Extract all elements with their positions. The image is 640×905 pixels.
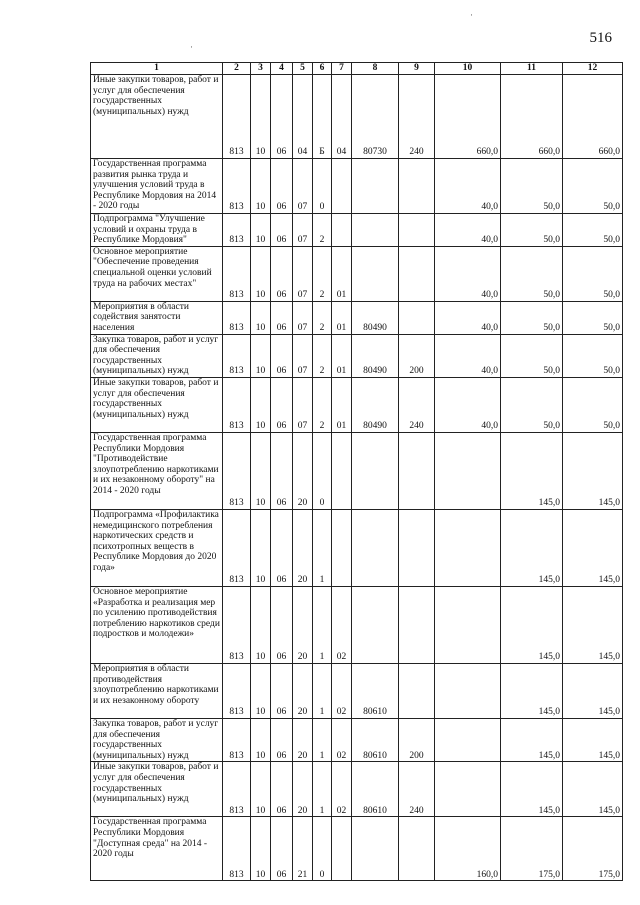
cell-col-3: 10 xyxy=(251,586,271,663)
table-row xyxy=(91,301,623,334)
table-header-row xyxy=(91,63,623,75)
cell-col-3: 10 xyxy=(251,718,271,761)
cell-col-10 xyxy=(435,432,501,509)
table-body xyxy=(91,75,623,881)
cell-col-5: 20 xyxy=(293,762,313,817)
cell-col-3: 10 xyxy=(251,762,271,817)
row-name: Иные закупки товаров, работ и услуг для обеспечения государственных (муниципальных) нужд xyxy=(93,75,219,117)
row-name: Подпрограмма «Профилактика немедицинского потребления наркотических средств и психотропных веществ в Республике Мордовия до 2020 года» xyxy=(93,509,219,573)
cell-col-7: 04 xyxy=(332,75,352,159)
cell-col-2: 813 xyxy=(223,663,251,718)
row-name: Иные закупки товаров, работ и услуг для обеспечения государственных (муниципальных) нужд xyxy=(93,762,219,805)
cell-col-12: 50,0 xyxy=(563,246,623,301)
cell-col-4: 06 xyxy=(271,159,293,214)
row-name-cell xyxy=(91,586,223,663)
cell-col-4: 06 xyxy=(271,334,293,377)
row-name-cell xyxy=(91,246,223,301)
cell-col-5: 07 xyxy=(293,159,313,214)
cell-col-11: 50,0 xyxy=(501,334,563,377)
cell-col-3: 10 xyxy=(251,432,271,509)
table-row xyxy=(91,334,623,377)
cell-col-10: 160,0 xyxy=(435,817,501,881)
cell-col-10: 660,0 xyxy=(435,75,501,159)
table-row xyxy=(91,509,623,586)
row-name: Государственная программа развития рынка труда и улучшения условий труда в Республике Мордовия на 2014 - 2020 годы xyxy=(93,159,217,212)
cell-col-9 xyxy=(399,663,435,718)
cell-col-9 xyxy=(399,246,435,301)
cell-col-10: 40,0 xyxy=(435,377,501,432)
cell-col-11: 145,0 xyxy=(501,762,563,817)
cell-col-8: 80610 xyxy=(352,718,399,761)
cell-col-2: 813 xyxy=(223,586,251,663)
cell-col-5: 07 xyxy=(293,214,313,247)
cell-col-8: 80610 xyxy=(352,762,399,817)
cell-col-10: 40,0 xyxy=(435,246,501,301)
cell-col-3: 10 xyxy=(251,246,271,301)
cell-col-7: 02 xyxy=(332,762,352,817)
row-name-cell xyxy=(91,214,223,247)
cell-col-12: 145,0 xyxy=(563,432,623,509)
cell-col-2: 813 xyxy=(223,718,251,761)
cell-col-10 xyxy=(435,718,501,761)
cell-col-10: 40,0 xyxy=(435,334,501,377)
table-row xyxy=(91,718,623,761)
cell-col-11: 145,0 xyxy=(501,586,563,663)
table-row xyxy=(91,246,623,301)
cell-col-9: 240 xyxy=(399,762,435,817)
cell-col-7: 02 xyxy=(332,663,352,718)
cell-col-2: 813 xyxy=(223,159,251,214)
column-header-3: 3 xyxy=(251,63,271,75)
cell-col-12: 145,0 xyxy=(563,663,623,718)
cell-col-3: 10 xyxy=(251,75,271,159)
cell-col-8 xyxy=(352,246,399,301)
cell-col-11: 50,0 xyxy=(501,159,563,214)
cell-col-9 xyxy=(399,817,435,881)
cell-col-4: 06 xyxy=(271,432,293,509)
table-row xyxy=(91,663,623,718)
cell-col-2: 813 xyxy=(223,509,251,586)
cell-col-2: 813 xyxy=(223,817,251,881)
row-name: Мероприятия в области содействия занятости населения xyxy=(93,301,189,333)
cell-col-10: 40,0 xyxy=(435,214,501,247)
cell-col-6: 1 xyxy=(313,663,332,718)
cell-col-4: 06 xyxy=(271,246,293,301)
cell-col-12: 50,0 xyxy=(563,301,623,334)
cell-col-6: 2 xyxy=(313,246,332,301)
cell-col-11: 50,0 xyxy=(501,214,563,247)
cell-col-11: 660,0 xyxy=(501,75,563,159)
cell-col-6: 2 xyxy=(313,301,332,334)
column-header-10: 10 xyxy=(435,63,501,75)
cell-col-5: 20 xyxy=(293,718,313,761)
cell-col-10: 40,0 xyxy=(435,301,501,334)
cell-col-7 xyxy=(332,432,352,509)
row-name-cell xyxy=(91,377,223,432)
cell-col-7 xyxy=(332,817,352,881)
column-header-5: 5 xyxy=(293,63,313,75)
table-row xyxy=(91,159,623,214)
page-number: 516 xyxy=(589,30,612,46)
cell-col-4: 06 xyxy=(271,586,293,663)
cell-col-8: 80490 xyxy=(352,301,399,334)
cell-col-3: 10 xyxy=(251,334,271,377)
cell-col-7: 01 xyxy=(332,246,352,301)
cell-col-8 xyxy=(352,509,399,586)
cell-col-5: 20 xyxy=(293,432,313,509)
cell-col-12: 175,0 xyxy=(563,817,623,881)
cell-col-4: 06 xyxy=(271,663,293,718)
cell-col-10 xyxy=(435,586,501,663)
cell-col-2: 813 xyxy=(223,432,251,509)
cell-col-9 xyxy=(399,214,435,247)
cell-col-3: 10 xyxy=(251,214,271,247)
cell-col-2: 813 xyxy=(223,334,251,377)
row-name: Основное мероприятие «Разработка и реализация мер по усилению противодействия потреблению наркотиков среди подростков и молодежи» xyxy=(93,586,220,640)
cell-col-8 xyxy=(352,432,399,509)
cell-col-4: 06 xyxy=(271,301,293,334)
column-header-11: 11 xyxy=(501,63,563,75)
cell-col-8 xyxy=(352,159,399,214)
cell-col-7: 02 xyxy=(332,718,352,761)
cell-col-3: 10 xyxy=(251,159,271,214)
cell-col-6: 2 xyxy=(313,334,332,377)
cell-col-8 xyxy=(352,214,399,247)
cell-col-8: 80490 xyxy=(352,334,399,377)
cell-col-5: 20 xyxy=(293,586,313,663)
cell-col-4: 06 xyxy=(271,214,293,247)
cell-col-5: 20 xyxy=(293,509,313,586)
column-header-7: 7 xyxy=(332,63,352,75)
scan-speck: · xyxy=(190,42,193,52)
column-header-12: 12 xyxy=(563,63,623,75)
cell-col-2: 813 xyxy=(223,246,251,301)
cell-col-8: 80490 xyxy=(352,377,399,432)
cell-col-5: 20 xyxy=(293,663,313,718)
row-name-cell xyxy=(91,718,223,761)
cell-col-6: 1 xyxy=(313,586,332,663)
row-name: Государственная программа Республики Мордовия "Доступная среда" на 2014 - 2020 годы xyxy=(93,817,208,860)
cell-col-10 xyxy=(435,509,501,586)
cell-col-9: 200 xyxy=(399,334,435,377)
cell-col-4: 06 xyxy=(271,509,293,586)
cell-col-10: 40,0 xyxy=(435,159,501,214)
cell-col-9: 240 xyxy=(399,377,435,432)
cell-col-12: 145,0 xyxy=(563,509,623,586)
cell-col-5: 07 xyxy=(293,377,313,432)
cell-col-8 xyxy=(352,817,399,881)
row-name-cell xyxy=(91,432,223,509)
cell-col-7 xyxy=(332,159,352,214)
cell-col-4: 06 xyxy=(271,75,293,159)
cell-col-11: 145,0 xyxy=(501,718,563,761)
row-name-cell xyxy=(91,75,223,159)
row-name: Основное мероприятие "Обеспечение проведения специальной оценки условий труда на рабочих местах" xyxy=(93,246,212,289)
cell-col-6: 1 xyxy=(313,762,332,817)
table-row xyxy=(91,586,623,663)
cell-col-9: 200 xyxy=(399,718,435,761)
cell-col-6: 1 xyxy=(313,509,332,586)
cell-col-5: 07 xyxy=(293,334,313,377)
table-row xyxy=(91,432,623,509)
row-name-cell xyxy=(91,334,223,377)
cell-col-8 xyxy=(352,586,399,663)
cell-col-6: 0 xyxy=(313,159,332,214)
row-name-cell xyxy=(91,301,223,334)
cell-col-2: 813 xyxy=(223,214,251,247)
row-name-cell xyxy=(91,159,223,214)
cell-col-3: 10 xyxy=(251,509,271,586)
cell-col-10 xyxy=(435,762,501,817)
cell-col-11: 50,0 xyxy=(501,377,563,432)
budget-table-container xyxy=(90,62,622,881)
cell-col-6: 2 xyxy=(313,377,332,432)
cell-col-11: 145,0 xyxy=(501,663,563,718)
column-header-2: 2 xyxy=(223,63,251,75)
cell-col-9 xyxy=(399,432,435,509)
cell-col-2: 813 xyxy=(223,762,251,817)
cell-col-6: 0 xyxy=(313,432,332,509)
cell-col-3: 10 xyxy=(251,817,271,881)
row-name: Закупка товаров, работ и услуг для обеспечения государственных (муниципальных) нужд xyxy=(93,718,219,761)
cell-col-5: 07 xyxy=(293,301,313,334)
cell-col-4: 06 xyxy=(271,718,293,761)
cell-col-3: 10 xyxy=(251,301,271,334)
row-name: Мероприятия в области противодействия злоупотреблению наркотиками и их незаконному обороту xyxy=(93,663,219,706)
column-header-4: 4 xyxy=(271,63,293,75)
cell-col-7 xyxy=(332,509,352,586)
row-name: Подпрограмма "Улучшение условий и охраны труда в Республике Мордовия" xyxy=(93,214,205,246)
cell-col-3: 10 xyxy=(251,663,271,718)
cell-col-11: 50,0 xyxy=(501,301,563,334)
cell-col-3: 10 xyxy=(251,377,271,432)
cell-col-12: 50,0 xyxy=(563,377,623,432)
cell-col-10 xyxy=(435,663,501,718)
row-name-cell xyxy=(91,509,223,586)
row-name: Иные закупки товаров, работ и услуг для обеспечения государственных (муниципальных) нужд xyxy=(93,377,219,420)
cell-col-9: 240 xyxy=(399,75,435,159)
cell-col-12: 50,0 xyxy=(563,214,623,247)
cell-col-11: 175,0 xyxy=(501,817,563,881)
column-header-9: 9 xyxy=(399,63,435,75)
column-header-6: 6 xyxy=(313,63,332,75)
cell-col-6: Б xyxy=(313,75,332,159)
cell-col-2: 813 xyxy=(223,75,251,159)
cell-col-11: 145,0 xyxy=(501,509,563,586)
cell-col-7 xyxy=(332,214,352,247)
table-row xyxy=(91,377,623,432)
cell-col-5: 04 xyxy=(293,75,313,159)
cell-col-11: 145,0 xyxy=(501,432,563,509)
cell-col-6: 2 xyxy=(313,214,332,247)
row-name: Закупка товаров, работ и услуг для обеспечения государственных (муниципальных) нужд xyxy=(93,334,219,377)
cell-col-9 xyxy=(399,586,435,663)
cell-col-12: 145,0 xyxy=(563,586,623,663)
cell-col-7: 01 xyxy=(332,301,352,334)
row-name-cell xyxy=(91,663,223,718)
cell-col-4: 06 xyxy=(271,377,293,432)
cell-col-8: 80730 xyxy=(352,75,399,159)
cell-col-9 xyxy=(399,159,435,214)
table-row xyxy=(91,762,623,817)
cell-col-7: 01 xyxy=(332,334,352,377)
cell-col-12: 50,0 xyxy=(563,159,623,214)
budget-table xyxy=(90,62,623,881)
table-row xyxy=(91,214,623,247)
table-row xyxy=(91,817,623,881)
cell-col-7: 01 xyxy=(332,377,352,432)
cell-col-8: 80610 xyxy=(352,663,399,718)
cell-col-4: 06 xyxy=(271,817,293,881)
column-header-1: 1 xyxy=(91,63,223,75)
column-header-8: 8 xyxy=(352,63,399,75)
cell-col-6: 0 xyxy=(313,817,332,881)
cell-col-12: 145,0 xyxy=(563,718,623,761)
cell-col-12: 660,0 xyxy=(563,75,623,159)
scan-speck: · xyxy=(470,10,473,20)
row-name-cell xyxy=(91,762,223,817)
cell-col-9 xyxy=(399,509,435,586)
cell-col-12: 50,0 xyxy=(563,334,623,377)
row-name: Государственная программа Республики Мордовия "Противодействие злоупотреблению наркотиками и их незаконному обороту" на 2014 - 2020 годы xyxy=(93,432,219,496)
row-name-cell xyxy=(91,817,223,881)
cell-col-11: 50,0 xyxy=(501,246,563,301)
cell-col-7: 02 xyxy=(332,586,352,663)
cell-col-5: 07 xyxy=(293,246,313,301)
cell-col-4: 06 xyxy=(271,762,293,817)
cell-col-2: 813 xyxy=(223,377,251,432)
table-row xyxy=(91,75,623,159)
cell-col-2: 813 xyxy=(223,301,251,334)
cell-col-9 xyxy=(399,301,435,334)
cell-col-5: 21 xyxy=(293,817,313,881)
cell-col-6: 1 xyxy=(313,718,332,761)
cell-col-12: 145,0 xyxy=(563,762,623,817)
